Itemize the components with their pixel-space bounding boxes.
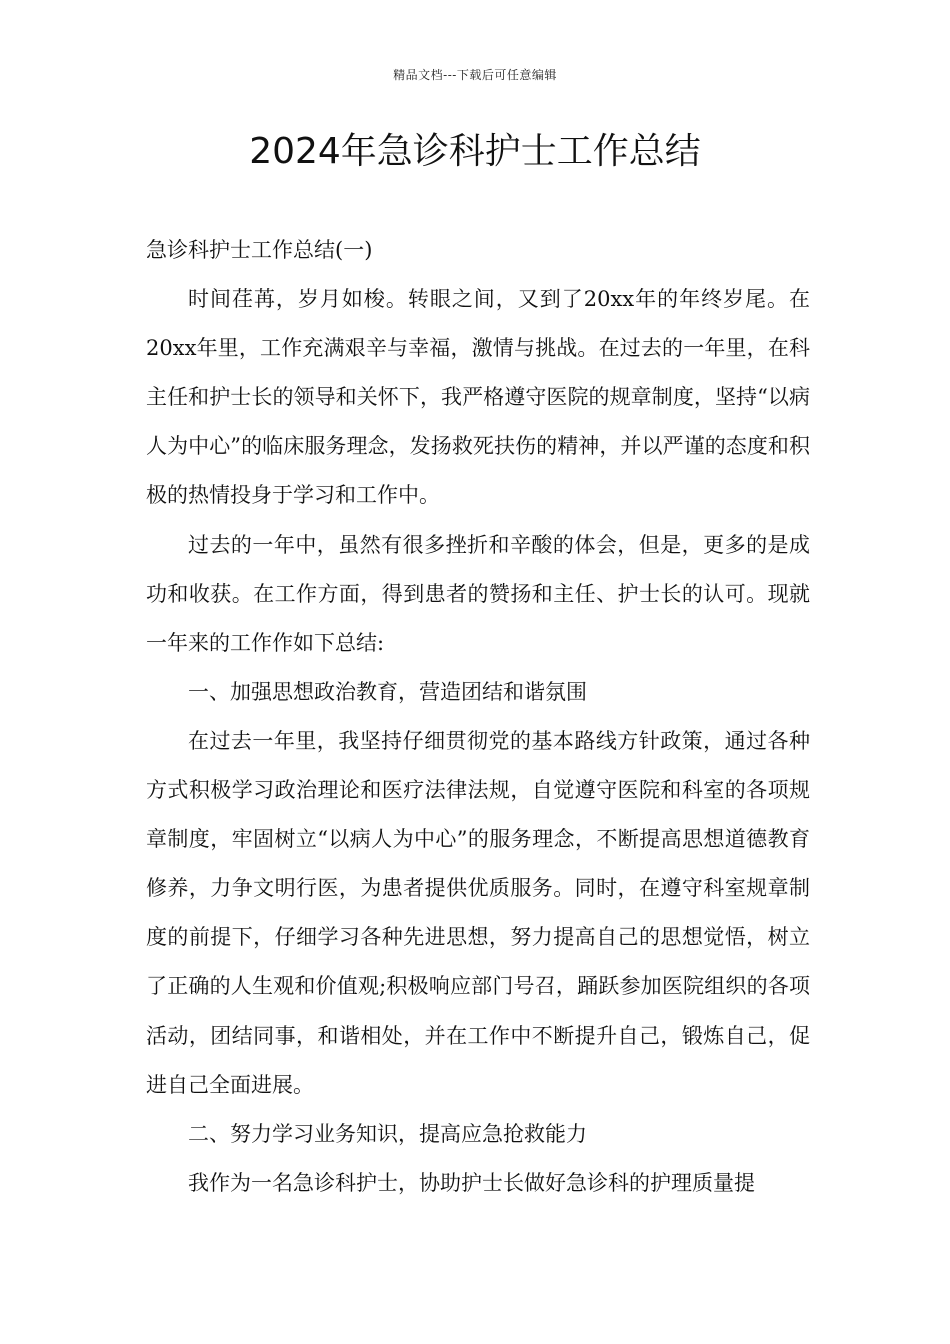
header-note: 精品文档---下载后可任意编辑	[393, 68, 557, 82]
section-title: 急诊科护士工作总结(一)	[146, 238, 373, 262]
document-body	[146, 226, 810, 1208]
subheading: 一、加强思想政治教育，营造团结和谐氛围	[188, 679, 587, 704]
paragraph: 我作为一名急诊科护士，协助护士长做好急诊科的护理质量提	[188, 1170, 755, 1195]
paragraph: 在过去一年里，我坚持仔细贯彻党的基本路线方针政策，通过各种方式积极学习政治理论和医疗法律法规，自觉遵守医院和科室的各项规章制度，牢固树立“以病人为中心”的服务理念，不断提高思想道德教育修养，力争文明行医，为患者提供优质服务。同时，在遵守科室规章制度的前提下，仔细学习各种先进思想，努力提高自己的思想觉悟，树立了正确的人生观和价值观;积极响应部门号召，踊跃参加医院组织的各项活动，团结同事，和谐相处，并在工作中不断提升自己，锻炼自己，促进自己全面进展。	[146, 728, 810, 1097]
paragraph: 过去的一年中，虽然有很多挫折和辛酸的体会，但是，更多的是成功和收获。在工作方面，得到患者的赞扬和主任、护士长的认可。现就一年来的工作作如下总结:	[146, 532, 810, 655]
subheading: 二、努力学习业务知识，提高应急抢救能力	[188, 1121, 587, 1146]
document-title: 2024年急诊科护士工作总结	[249, 131, 701, 172]
paragraph: 时间荏苒，岁月如梭。转眼之间，又到了20xx年的年终岁尾。在20xx年里，工作充满艰辛与幸福，激情与挑战。在过去的一年里，在科主任和护士长的领导和关怀下，我严格遵守医院的规章制度，坚持“以病人为中心”的临床服务理念，发扬救死扶伤的精神，并以严谨的态度和积极的热情投身于学习和工作中。	[146, 287, 810, 508]
